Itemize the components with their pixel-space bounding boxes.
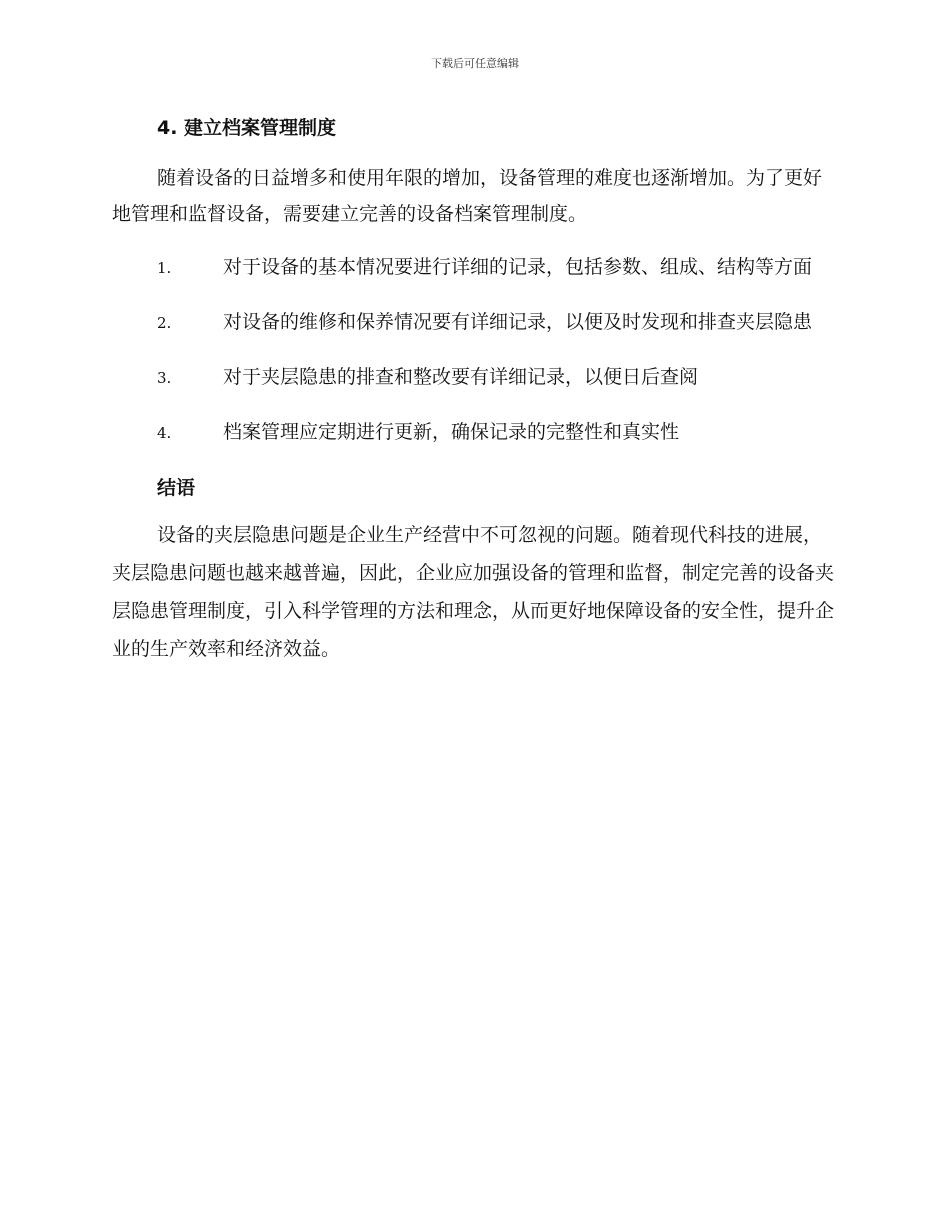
- list-item-number: 1.: [157, 259, 172, 277]
- list-item-number: 2.: [157, 314, 172, 332]
- list-item: [112, 354, 837, 401]
- list-item-text: 对设备的维修和保养情况要有详细记录，以便及时发现和排查夹层隐患: [223, 311, 813, 333]
- list-item-text: 对于设备的基本情况要进行详细的记录，包括参数、组成、结构等方面: [223, 256, 813, 278]
- list-item: [112, 409, 837, 456]
- document-body: [112, 110, 837, 668]
- header-note: 下载后可任意编辑: [431, 57, 519, 70]
- numbered-list: [112, 244, 837, 456]
- intro-paragraph: 随着设备的日益增多和使用年限的增加，设备管理的难度也逐渐增加。为了更好地管理和监督设备，需要建立完善的设备档案管理制度。: [112, 167, 823, 225]
- list-item-number: 3.: [157, 369, 172, 387]
- list-item-text: 对于夹层隐患的排查和整改要有详细记录，以便日后查阅: [223, 366, 699, 388]
- list-item: [112, 244, 837, 291]
- list-item-text: 档案管理应定期进行更新，确保记录的完整性和真实性: [223, 421, 680, 443]
- list-item: [112, 299, 837, 346]
- section-heading: 4. 建立档案管理制度: [157, 117, 337, 139]
- list-item-number: 4.: [157, 424, 172, 442]
- conclusion-paragraph: 设备的夹层隐患问题是企业生产经营中不可忽视的问题。随着现代科技的进展，夹层隐患问题也越来越普遍，因此，企业应加强设备的管理和监督，制定完善的设备夹层隐患管理制度，引入科学管理的方法和理念，从而更好地保障设备的安全性，提升企业的生产效率和经济效益。: [112, 524, 835, 660]
- conclusion-heading: 结语: [157, 477, 196, 499]
